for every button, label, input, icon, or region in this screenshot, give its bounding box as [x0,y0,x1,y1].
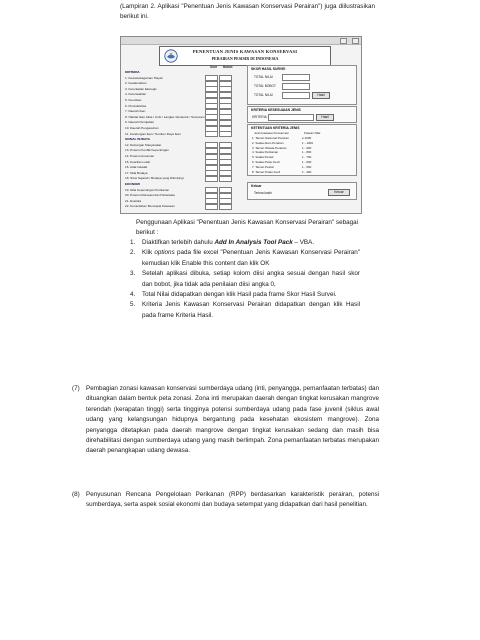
criteria-row: 14. Potensi Ancaman [125,154,155,158]
criteria-row: 16. Adat Istiadat [125,165,148,170]
bobot-input[interactable] [219,131,232,137]
result-panel [247,106,357,123]
reference-row-value: 1 - 500 [302,164,312,169]
reference-header-nilai: Kisaran Nilai [304,131,321,135]
score-hasil-button[interactable]: Hasil [312,92,330,99]
step-text: Kriteria Jenis Kawasan Konservasi Perairan didapatkan dengan klik Hasil pada frame Kriteria Hasil. [142,301,360,319]
step-number: 1. [130,239,136,246]
reference-row-label: 5. Suaka Pesisir [252,155,274,160]
lead-paragraph: (Lampiran 2. Aplikasi "Penentuan Jenis Kawasan Konservasi Perairan") juga diilustrasikan berikut ini. [120,3,375,21]
step-item [130,269,360,290]
step-number: 5. [130,301,136,309]
paragraph-8 [72,490,379,511]
reference-row-label: 3. Taman Wisata Perairan [252,145,287,150]
result-panel-title: KRITERIA KESESUAIAN JENIS [251,108,301,112]
reference-row-label: 2. Suaka Alam Perairan [252,140,284,145]
field-label: TOTAL NILAI [254,93,273,97]
total-nilai-field[interactable] [282,74,310,81]
reference-row-label: 6. Suaka Pulau Kecil [252,160,280,164]
reference-row [252,170,328,175]
step-number: 2. [130,249,136,257]
keluar-panel-title: Keluar [251,184,262,188]
app-banner [159,46,331,66]
steps-list [130,238,360,321]
criteria-row: 17. Nilai Budaya [125,170,148,175]
reference-row-value: 1 - 900 [302,145,312,150]
paragraph-text: Pembagian zonasi kawasan konservasi sumberdaya udang (inti, penyangga, pemanfaatan terbatas) dan dituangkan dalam bentuk peta zonasi. Zona inti merupakan daerah dengan tingkat kerusakan mangrove terendah (kerapatan tinggi) serta tingginya potensi sumberdaya udang pada fase juvenil (siklus awal udang yang kelangsungan hidupnya bergantung pada kesehatan ekosistem mangrove). Zona penyangga ditetapkan pada daerah mangrove dengan tingkat kerusakan sedang dan masih bisa direhabilitasi dengan sumberdaya udang yang masih berlimpah. Zona pemanfaatan terbatas merupakan daerah penangkapan udang dewasa. [86,385,379,455]
reference-row-value: 1 - 1000 [302,140,314,145]
reference-row-label: 1. Taman Nasional Perairan [252,136,289,140]
app-window-screenshot [120,36,362,214]
score-panel [247,65,357,105]
step-item [130,248,360,269]
keluar-panel [247,182,357,200]
reference-row-value: ≥ 1000 [302,136,312,140]
step-text: Setelah aplikasi dibuka, setiap kolom diisi angka sesuai dengan hasil skor dan bobot, jika tidak ada penilaian diisi angka 0, [142,270,360,288]
criteria-row: 4. Keterwakilan [125,92,147,97]
app-titlebar [121,37,361,45]
minimize-icon[interactable] [340,38,347,44]
reference-row-label: 4. Suaka Perikanan [252,150,279,155]
step-text: pada file excel "Penentuan Jenis Kawasan Konservasi Perairan" kemudian klik Enable this content dan klik OK [142,249,360,267]
step-number: 4. [130,291,136,299]
criteria-section-heading: EKONOMI [125,182,140,186]
skor-input[interactable] [205,131,218,137]
reference-row-value: 1 - 600 [302,160,312,164]
kriteria-result-field[interactable] [268,114,314,121]
close-icon[interactable] [352,38,359,44]
reference-row-label: 7. Taman Pesisir [252,164,275,169]
total-bobot-field[interactable] [282,83,310,90]
field-label: TOTAL NILAI [254,75,273,79]
criteria-section-heading: KRITERIA [125,70,140,74]
total-nilai-result-field[interactable] [282,92,310,99]
column-header-bobot: Bobot [223,65,233,69]
criteria-row: 19. Nilai Kepentingan Perikanan [125,187,170,192]
criteria-row: 8. Habitat Ikan Alisa / Unik / Langka / Endemik / Terancam [125,114,205,119]
criteria-row: 15. Kearifan Lokal [125,159,150,164]
step-text: Klik [142,249,155,257]
result-hasil-button[interactable]: Hasil [316,114,334,121]
reference-row-label: 8. Taman Pulau Kecil [252,169,281,174]
criteria-row: 21. Estetika [125,198,142,203]
step-text: options [154,249,175,257]
criteria-row: 9. Daerah Pemijahan [125,120,155,125]
reference-row-value: 1 - 700 [302,155,312,160]
paragraph-text: Penyusunan Rencana Pengelolaan Perikanan (RPP) berdasarkan karakteristik perairan, potensi sumberdaya, serta aspek sosial ekonomi dan budaya setempat yang didapatkan dari hasil penelitian. [86,491,379,509]
reference-header-jenis: Jenis Kawasan Konservasi [254,131,289,135]
criteria-row: 13. Potensi Konflik Kepentingan [125,148,169,153]
reference-row-value: 1 - 800 [302,150,312,155]
paragraph-number: (8) [72,491,80,498]
skor-input[interactable] [205,204,218,210]
paragraph-number: (7) [72,385,80,392]
criteria-row: 22. Kemudahan Mencapai Kawasan [125,204,175,209]
column-header-skor: Skor [210,65,218,69]
skor-input[interactable] [205,176,218,182]
keluar-button[interactable]: Keluar [328,189,350,196]
criteria-row: 5. Keunikan [125,98,142,102]
criteria-row: 7. Daerah Ikan [125,109,146,114]
criteria-row: 20. Potensi Rekreasi dan Pariwisata [125,193,175,198]
step-text: – VBA. [292,239,315,246]
keluar-label: Terima kasih [254,191,272,195]
step-text: Total Nilai didapatkan dengan klik Hasil pada frame Skor Hasil Survei. [142,291,337,299]
bobot-input[interactable] [219,176,232,182]
criteria-row: 6. Produktivitas [125,103,147,108]
field-label: TOTAL BOBOT [254,84,276,88]
reference-panel-title: KETENTUAN KRITERIA JENIS [251,126,300,130]
reference-panel [247,124,357,176]
step-item [130,238,360,248]
step-text: Diaktifkan terlebih dahulu [142,239,215,246]
banner-title: PENENTUAN JENIS KAWASAN KONSERVASI [192,49,298,54]
step-item [130,300,360,321]
banner-subtitle: PERAIRAN PESISIR DI INDONESIA [211,56,279,61]
paragraph-7 [72,384,379,457]
bobot-input[interactable] [219,204,232,210]
step-text: Add In Analysis Tool Pack [214,239,293,246]
app-description: Penggunaan Aplikasi "Penentuan Jenis Kawasan Konservasi Perairan" sebagai berikut : [136,219,358,237]
reference-row-value: 1 - 400 [302,169,312,174]
criteria-row: 11. Kandungan Ikan / Sumber Daya Ikan [125,131,181,136]
criteria-row: 18. Situs Sejarah / Budaya yang Dilindungi [125,176,184,181]
result-field-label: KRITERIA [252,115,267,119]
step-number: 3. [130,270,136,278]
score-panel-title: SKOR HASIL SURVEI [251,67,286,71]
criteria-row: 10. Daerah Pengasuhan [125,126,159,130]
criteria-section-heading: SOSIAL BUDAYA [125,137,150,142]
criteria-row: 2. Kealamiahan [125,81,147,86]
criteria-row: 1. Keanekaragaman Hayati [125,75,163,80]
criteria-row: 3. Keterkaitan Ekologis [125,86,157,91]
step-item [130,290,360,300]
criteria-row: 12. Dukungan Masyarakat [125,142,162,147]
